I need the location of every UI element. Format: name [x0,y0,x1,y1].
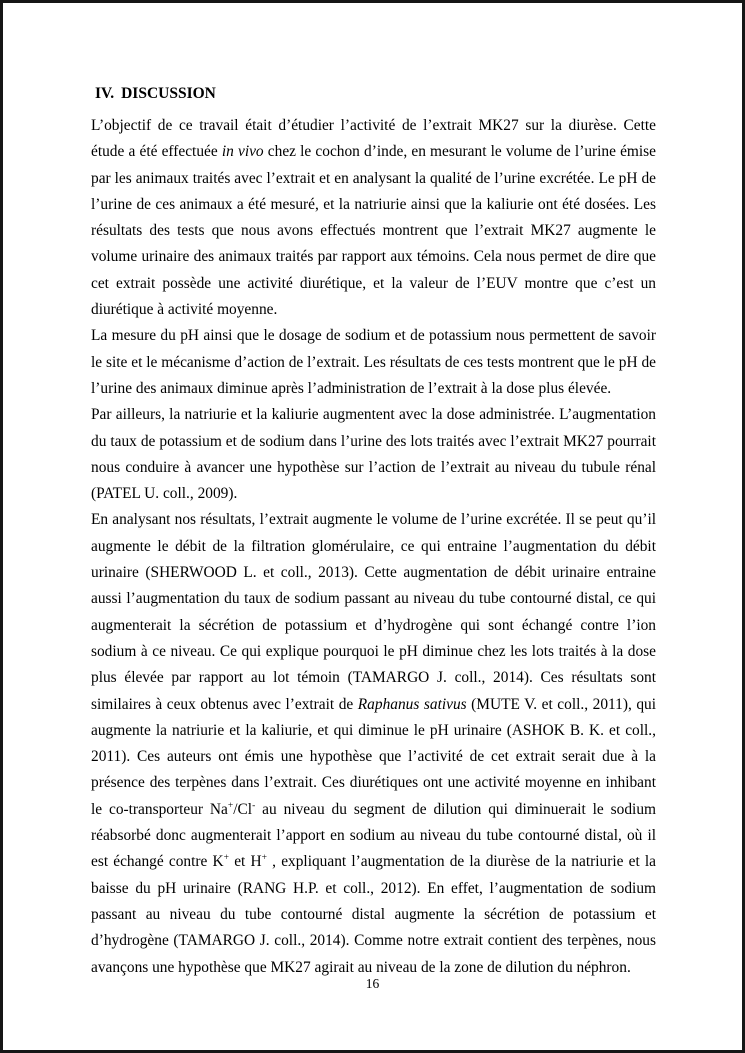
section-heading-number: IV. [95,85,115,102]
superscript-plus: + [261,852,267,864]
section-heading [95,85,656,103]
italic-text-raphanus-sativus: Raphanus sativus [357,695,467,713]
text-run: et H [229,853,262,871]
page-footer [3,976,742,992]
superscript-minus: - [252,799,256,811]
text-run: Par ailleurs, la natriurie et la kaliurie augmentent avec la dose administrée. L’augmentation du taux de potassium et de sodium dans l’urine des lots traités avec l’extrait MK27 pourrait nous conduire à avancer une hypothèse sur l’action de l’extrait au niveau du tubule rénal (PATEL U. coll., 2009). [91,406,656,503]
section-heading-title: DISCUSSION [121,85,216,102]
text-run: L’objectif de ce travail était d’étudier l’activité de l’extrait MK27 sur la diurèse. Cette étude a été effectuée [91,117,656,161]
paragraph-3 [91,402,656,507]
paragraph-2 [91,323,656,402]
text-run: La mesure du pH ainsi que le dosage de sodium et de potassium nous permettent de savoir le site et le mécanisme d’action de l’extrait. Les résultats de ces tests montrent que le pH de l’urine des animaux diminue après l’administration de l’extrait à la dose plus élevée. [91,327,656,397]
paragraph-1 [91,113,656,323]
text-run: /Cl [233,800,253,818]
superscript-plus: + [223,852,230,864]
superscript-plus: + [227,799,234,811]
text-run: , expliquant l’augmentation de la diurèse de la natriurie et la baisse du pH urinaire (RANG H.P. et coll., 2012). En effet, l’augmentation de sodium passant au niveau du tube contourné distal augmente la sécrétion de potassium et d’hydrogène (TAMARGO J. coll., 2014). Comme notre extrait contient des terpènes, nous avançons une hypothèse que MK27 agirait au niveau de la zone de dilution du néphron. [91,853,657,976]
text-run: En analysant nos résultats, l’extrait augmente le volume de l’urine excrétée. Il se peut qu’il augmente le débit de la filtration glomérulaire, ce qui entraine l’augmentation du débit urinaire (SHERWOOD L. et coll., 2013). Cette augmentation de débit urinaire entraine aussi l’augmentation du taux de sodium passant au niveau du tube contourné distal, ce qui augmenterait la sécrétion de potassium et d’hydrogène qui sont échangé contre l’ion sodium à ce niveau. Ce qui explique pourquoi le pH diminue chez les lots traités à la dose plus élevée par rapport au lot témoin (TAMARGO J. coll., 2014). Ces résultats sont similaires à ceux obtenus avec l’extrait de [91,511,656,713]
document-body [91,113,656,981]
italic-text-in-vivo: in vivo [221,143,264,161]
paragraph-4 [91,507,656,980]
text-run: au niveau du segment de dilution qui diminuerait le sodium réabsorbé donc augmenterait l’apport en sodium au niveau du tube contourné distal, où il est échangé contre K [91,800,656,871]
text-run: (MUTE V. et coll., 2011), qui augmente la natriurie et la kaliurie, et qui diminue le pH urinaire (ASHOK B. K. et coll., 2011). Ces auteurs ont émis une hypothèse que l’activité de cet extrait serait due à la présence des terpènes dans l’extrait. Ces diurétiques ont une activité moyenne en inhibant le co-transporteur Na [91,695,657,818]
text-run: chez le cochon d’inde, en mesurant le volume de l’urine émise par les animaux traités avec l’extrait et en analysant la qualité de l’urine excrétée. Le pH de l’urine de ces animaux a été mesuré, et la natriurie ainsi que la kaliurie ont été dosées. Les résultats des tests que nous avons effectués montrent que l’extrait MK27 augmente le volume urinaire des animaux traités par rapport aux témoins. Cela nous permet de dire que cet extrait possède une activité diurétique, et la valeur de l’EUV montre que c’est un diurétique à activité moyenne. [91,143,657,319]
page-number: 16 [365,976,380,991]
